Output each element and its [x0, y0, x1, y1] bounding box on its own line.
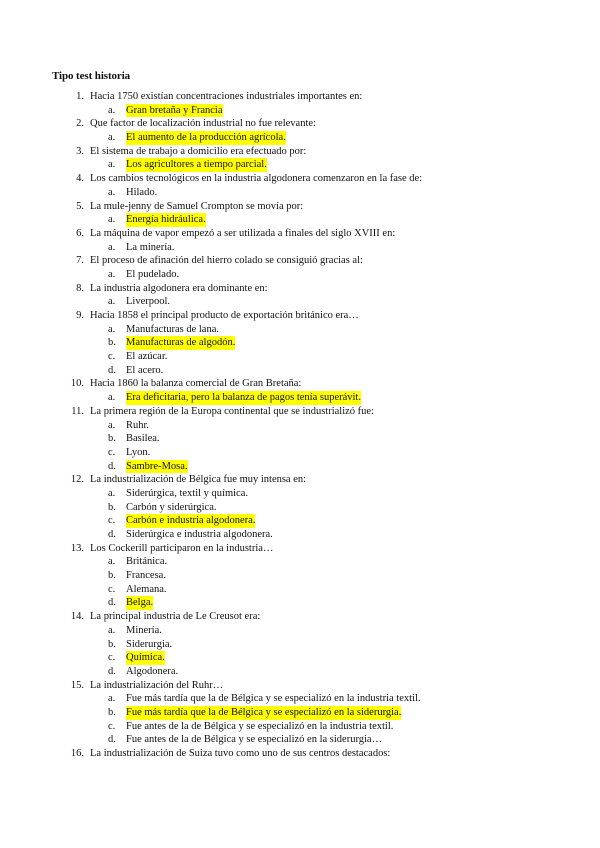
answer-option [0, 692, 600, 706]
option-letter: a. [108, 323, 116, 335]
question-text: La mule-jenny de Samuel Crompton se movía por: [90, 200, 304, 212]
answer-option-highlighted [0, 391, 600, 405]
answer-option-highlighted [0, 213, 600, 227]
option-letter: b. [108, 638, 116, 650]
option-letter: b. [108, 570, 116, 582]
question-item [0, 747, 600, 761]
highlighted-answer-text: Manufacturas de algodón. [126, 337, 236, 349]
answer-option-highlighted [0, 596, 600, 610]
question-text: Hacia 1750 existían concentraciones industriales importantes en: [90, 91, 363, 102]
option-list [0, 692, 600, 747]
option-letter: c. [108, 351, 116, 363]
question-line [0, 309, 600, 323]
question-line [0, 90, 600, 104]
answer-option [0, 295, 600, 309]
question-number: 7. [76, 255, 84, 267]
answer-option [0, 624, 600, 638]
option-letter: a. [108, 268, 116, 280]
answer-option-highlighted [0, 104, 600, 118]
question-item [0, 473, 600, 541]
question-text: La industrialización del Ruhr… [90, 679, 224, 691]
option-letter: d. [108, 734, 116, 746]
answer-option [0, 487, 600, 501]
option-text: El acero. [126, 364, 164, 376]
answer-option [0, 638, 600, 652]
option-letter: c. [108, 515, 116, 527]
question-line [0, 679, 600, 693]
option-list [0, 241, 600, 255]
option-text: Hilado. [126, 186, 158, 198]
answer-option [0, 555, 600, 569]
option-text: Francesa. [126, 570, 166, 582]
highlighted-answer-text: Los agricultores a tiempo parcial. [126, 159, 267, 171]
answer-option [0, 323, 600, 337]
option-letter: c. [108, 652, 116, 664]
question-text: La industria algodonera era dominante en: [90, 282, 268, 294]
highlighted-answer-text: Belga. [126, 597, 154, 609]
highlighted-answer-text: Fue más tardía que la de Bélgica y se especializó en la siderurgia. [126, 706, 402, 718]
option-letter: a. [108, 392, 116, 404]
question-text: Los Cockerill participaron en la industria… [90, 542, 274, 554]
option-text: Lyon. [126, 446, 151, 458]
option-text: Basilea. [126, 433, 160, 445]
answer-option [0, 364, 600, 378]
question-item [0, 172, 600, 199]
answer-option-highlighted [0, 651, 600, 665]
answer-option-highlighted [0, 706, 600, 720]
option-letter: a. [108, 186, 116, 198]
option-text: Fue más tardía que la de Bélgica y se especializó en la industria textil. [126, 693, 421, 705]
option-letter: d. [108, 529, 116, 540]
question-line [0, 117, 600, 131]
option-letter: a. [108, 693, 116, 705]
question-item [0, 610, 600, 678]
option-text: La minería. [126, 241, 175, 253]
option-text: Minería. [126, 624, 162, 636]
option-list [0, 186, 600, 200]
option-text: El azúcar. [126, 351, 168, 363]
question-number: 12. [70, 474, 84, 486]
answer-option [0, 569, 600, 583]
question-number: 15. [70, 679, 84, 691]
answer-option [0, 446, 600, 460]
highlighted-answer-text: Carbón e industria algodonera. [126, 515, 256, 527]
option-list [0, 391, 600, 405]
option-text: Fue antes de la de Bélgica y se especializó en la industria textil. [126, 720, 394, 732]
option-letter: d. [108, 597, 116, 609]
question-item [0, 377, 600, 404]
option-letter: a. [108, 556, 116, 568]
question-item [0, 117, 600, 144]
question-number: 5. [76, 200, 84, 212]
question-number: 10. [70, 378, 84, 390]
question-text: La industrialización de Suiza tuvo como uno de sus centros destacados: [90, 748, 391, 759]
question-line [0, 747, 600, 761]
option-letter: c. [108, 720, 116, 732]
option-text: Británica. [126, 556, 168, 568]
answer-option [0, 432, 600, 446]
option-letter: b. [108, 501, 116, 513]
question-number: 3. [76, 145, 84, 157]
highlighted-answer-text: Energía hidráulica. [126, 214, 206, 226]
question-text: El sistema de trabajo a domicilio era efectuado por: [90, 145, 307, 157]
option-list [0, 487, 600, 542]
question-text: La primera región de la Europa continental que se industrializó fue: [90, 405, 374, 417]
option-letter: a. [108, 159, 116, 171]
option-text: El pudelado. [126, 268, 180, 280]
question-text: La máquina de vapor empezó a ser utilizada a finales del siglo XVIII en: [90, 227, 396, 239]
option-letter: d. [108, 460, 116, 472]
answer-option-highlighted [0, 460, 600, 474]
option-list [0, 295, 600, 309]
question-number: 1. [76, 91, 84, 102]
option-letter: d. [108, 665, 116, 677]
question-item [0, 309, 600, 377]
option-letter: a. [108, 296, 116, 308]
option-list [0, 555, 600, 610]
option-list [0, 624, 600, 679]
option-text: Liverpool. [126, 296, 171, 308]
option-letter: d. [108, 364, 116, 376]
option-text: Siderúrgica e industria algodonera. [126, 529, 273, 540]
question-number: 16. [70, 748, 84, 759]
answer-option-highlighted [0, 131, 600, 145]
question-item [0, 542, 600, 610]
question-number: 14. [70, 611, 84, 623]
answer-option [0, 268, 600, 282]
option-text: Alemana. [126, 583, 167, 595]
highlighted-answer-text: Sambre-Mosa. [126, 460, 188, 472]
answer-option-highlighted [0, 336, 600, 350]
option-letter: b. [108, 706, 116, 718]
question-text: La principal industria de Le Creusot era: [90, 611, 261, 623]
option-letter: a. [108, 214, 116, 226]
question-number: 11. [71, 405, 84, 417]
question-text: Hacia 1858 el principal producto de exportación británico era… [90, 310, 359, 321]
question-line [0, 227, 600, 241]
option-letter: a. [108, 419, 116, 431]
answer-option [0, 528, 600, 542]
option-text: Ruhr. [126, 419, 150, 431]
answer-option [0, 186, 600, 200]
question-line [0, 172, 600, 186]
question-line [0, 610, 600, 624]
question-line [0, 282, 600, 296]
question-item [0, 679, 600, 747]
question-text: Los cambios tecnológicos en la industria algodonera comenzaron en la fase de: [90, 173, 423, 185]
question-item [0, 254, 600, 281]
question-item [0, 200, 600, 227]
question-number: 6. [76, 227, 84, 239]
highlighted-answer-text: Química. [126, 652, 165, 664]
answer-option [0, 419, 600, 433]
question-line [0, 254, 600, 268]
question-text: Que factor de localización industrial no fue relevante: [90, 118, 316, 130]
question-list [0, 90, 600, 761]
question-number: 9. [76, 310, 84, 321]
answer-option [0, 501, 600, 515]
answer-option-highlighted [0, 158, 600, 172]
question-number: 13. [70, 542, 84, 554]
question-line [0, 405, 600, 419]
question-line [0, 200, 600, 214]
question-line [0, 377, 600, 391]
answer-option [0, 733, 600, 747]
question-item [0, 405, 600, 473]
option-letter: c. [108, 446, 116, 458]
option-list [0, 104, 600, 118]
question-text: El proceso de afinación del hierro colado se consiguió gracias al: [90, 255, 363, 267]
option-list [0, 268, 600, 282]
document-title: Tipo test historia [52, 70, 131, 82]
option-letter: a. [108, 241, 116, 253]
option-list [0, 158, 600, 172]
option-text: Fue antes de la de Bélgica y se especializó en la siderurgia… [126, 734, 383, 746]
highlighted-answer-text: Era deficitaria, pero la balanza de pagos tenía superávit. [126, 392, 361, 404]
option-letter: a. [108, 624, 116, 636]
option-letter: b. [108, 433, 116, 445]
question-text: Hacia 1860 la balanza comercial de Gran Bretaña: [90, 378, 302, 390]
question-line [0, 145, 600, 159]
answer-option [0, 665, 600, 679]
highlighted-answer-text: Gran bretaña y Francia [126, 104, 223, 116]
answer-option [0, 583, 600, 597]
option-letter: c. [108, 583, 116, 595]
option-text: Algodonera. [126, 665, 179, 677]
question-item [0, 282, 600, 309]
question-item [0, 145, 600, 172]
question-line [0, 473, 600, 487]
question-text: La industrialización de Bélgica fue muy intensa en: [90, 474, 307, 486]
answer-option-highlighted [0, 514, 600, 528]
option-letter: a. [108, 132, 116, 144]
option-list [0, 323, 600, 378]
option-letter: b. [108, 337, 116, 349]
option-list [0, 131, 600, 145]
question-number: 4. [76, 173, 84, 185]
question-line [0, 542, 600, 556]
option-text: Manufacturas de lana. [126, 323, 219, 335]
option-text: Siderúrgica, textil y química. [126, 487, 248, 499]
question-item [0, 227, 600, 254]
answer-option [0, 720, 600, 734]
question-number: 2. [76, 118, 84, 130]
option-text: Siderurgia. [126, 638, 173, 650]
question-number: 8. [76, 282, 84, 294]
highlighted-answer-text: El aumento de la producción agrícola. [126, 132, 286, 144]
option-list [0, 213, 600, 227]
option-letter: a. [108, 104, 116, 116]
option-text: Carbón y siderúrgica. [126, 501, 217, 513]
answer-option [0, 350, 600, 364]
option-list [0, 419, 600, 474]
question-item [0, 90, 600, 117]
answer-option [0, 241, 600, 255]
option-letter: a. [108, 487, 116, 499]
